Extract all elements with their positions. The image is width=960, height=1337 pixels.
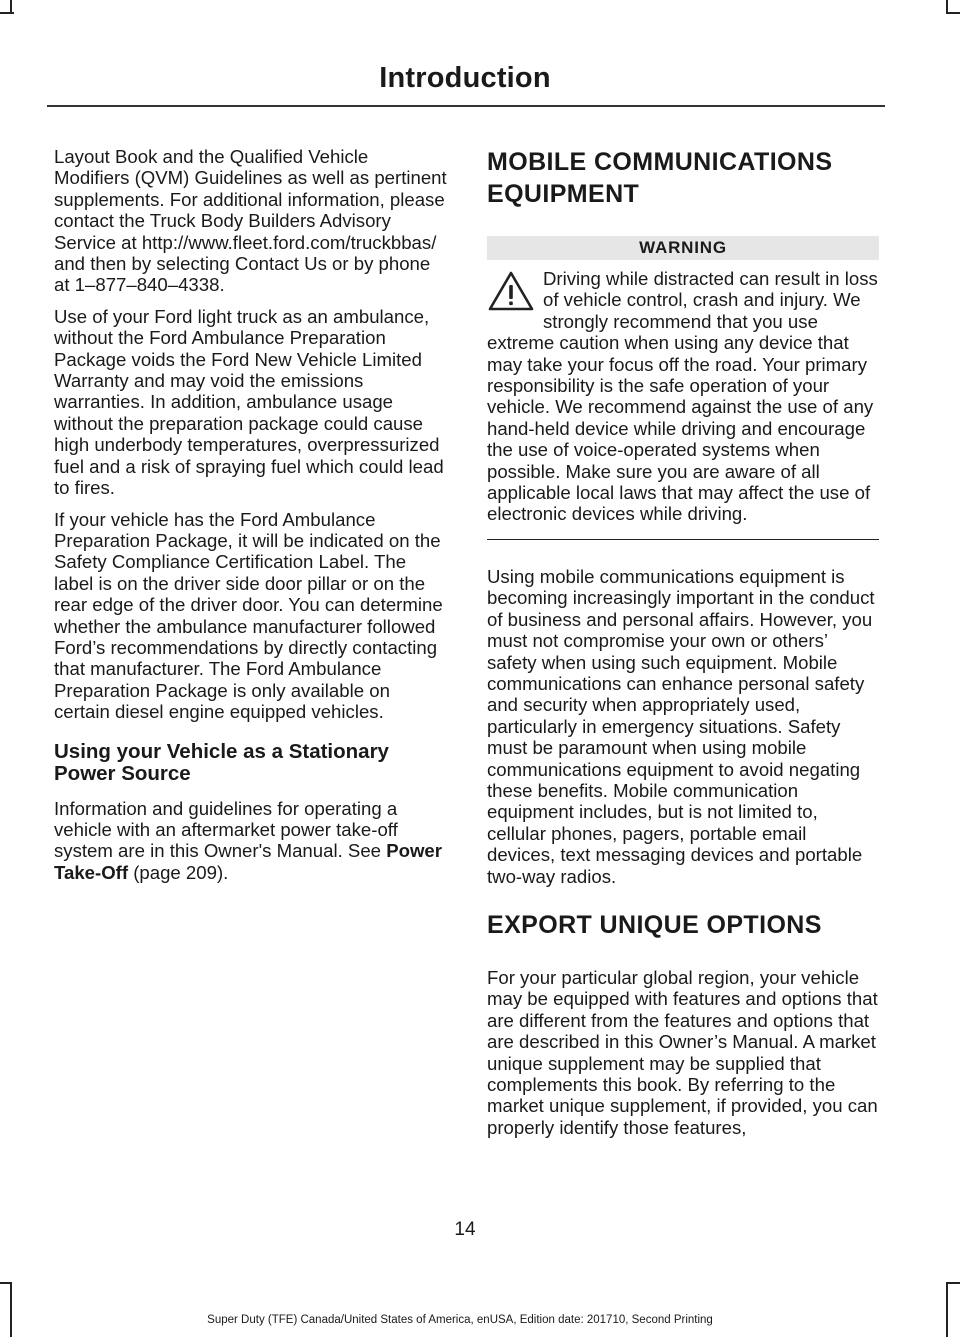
page-reference: (page 209). — [128, 861, 229, 883]
paragraph: If your vehicle has the Ford Ambulance Preparation Package, it will be indicated on the Safety Compliance Certification Label. The label is on the driver side door pillar or on the rear edge of the driver door. You can determine whether the ambulance manufacturer followed Ford’s recommendations by directly contacting that manufacturer. The Ford Ambulance Preparation Package is only available on certain diesel engine equipped vehicles. — [54, 508, 443, 723]
left-column — [54, 146, 448, 893]
warning-text: Driving while distracted can result in loss of vehicle control, crash and injury. We strongly recommend that you use extreme caution when using any device that may take your focus off the road. Your primary responsibility is the safe operation of your vehicle. We recommend against the use of any hand-held device while driving and encourage the use of voice-operated systems when possible. Make sure you are aware of all applicable local laws that may affect the use of electronic devices while driving. — [487, 268, 878, 525]
crop-mark — [946, 1282, 948, 1337]
paragraph: Use of your Ford light truck as an ambulance, without the Ford Ambulance Preparation Package voids the Ford New Vehicle Limited Warranty and may void the emissions warranties. In addition, ambulance usage without the preparation package could cause high underbody temperatures, overpressurized fuel and a risk of spraying fuel which could lead to fires. — [54, 305, 444, 499]
page-number: 14 — [454, 1219, 476, 1240]
section-heading: EXPORT UNIQUE OPTIONS — [487, 910, 822, 939]
paragraph-text: Information and guidelines for operating a vehicle with an aftermarket power take-off system are in this Owner's Manual. See — [54, 797, 398, 862]
cross-reference-link[interactable]: Power Take-Off — [54, 840, 442, 883]
paragraph — [54, 798, 448, 884]
paragraph: Using mobile communications equipment is becoming increasingly important in the conduct of business and personal affairs. However, you must not compromise your own or others’ safety when using such equipment. Mobile communications can enhance personal safety and security when appropriately used, particularly in emergency situations. Safety must be paramount when using mobile communications equipment to avoid negating these benefits. Mobile communication equipment includes, but is not limited to, cellular phones, pagers, portable email devices, text messaging devices and portable two-way radios. — [487, 565, 875, 887]
warning-label: WARNING — [487, 236, 879, 260]
crop-mark — [946, 12, 960, 14]
section-heading: MOBILE COMMUNICATIONS EQUIPMENT — [487, 148, 833, 208]
crop-mark — [0, 12, 14, 14]
crop-mark — [0, 1282, 12, 1284]
warning-divider — [487, 539, 879, 540]
warning-triangle-icon — [487, 270, 535, 312]
header-divider — [47, 105, 885, 107]
crop-mark — [946, 1282, 960, 1284]
footer-text: Super Duty (TFE) Canada/United States of America, enUSA, Edition date: 201710, Second Printing — [207, 1314, 713, 1326]
page-title: Introduction — [379, 62, 551, 94]
warning-box — [487, 268, 879, 525]
paragraph: For your particular global region, your vehicle may be equipped with features and options that are different from the features and options that are described in this Owner’s Manual. A market unique supplement may be supplied that complements this book. By referring to the market unique supplement, if provided, you can properly identify those features, — [487, 966, 878, 1138]
right-column — [487, 146, 879, 1148]
subsection-heading: Using your Vehicle as a Stationary Power Source — [54, 739, 389, 786]
paragraph: Layout Book and the Qualified Vehicle Modifiers (QVM) Guidelines as well as pertinent supplements. For additional information, please contact the Truck Body Builders Advisory Service at http://www.fleet.ford.com/truckbbas/ and then by selecting Contact Us or by phone at 1–877–840–4338. — [54, 146, 447, 296]
crop-mark — [10, 1282, 12, 1337]
